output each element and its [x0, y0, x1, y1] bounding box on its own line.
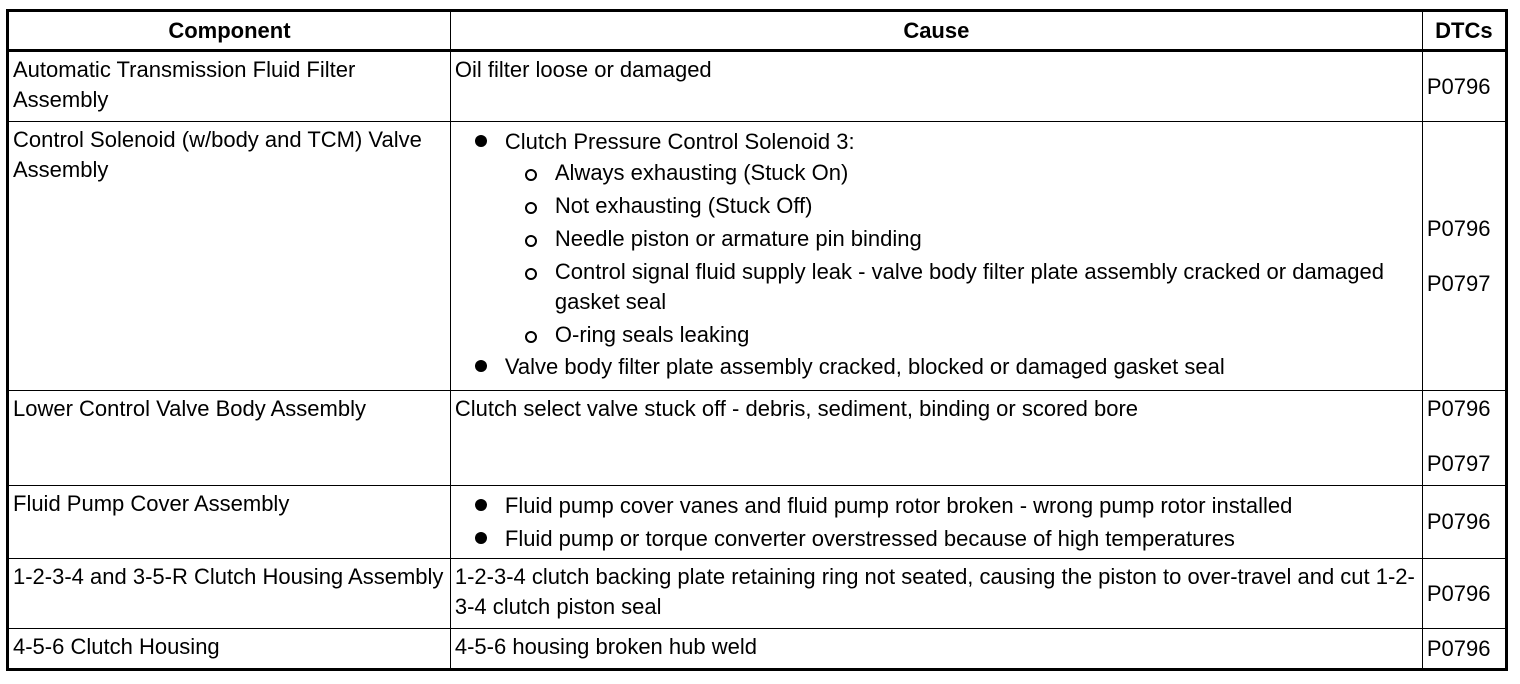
component-cell: Lower Control Valve Body Assembly [8, 391, 451, 486]
cause-item-text: Clutch Pressure Control Solenoid 3: [504, 129, 855, 154]
cause-item [471, 125, 1418, 350]
header-row [8, 11, 1507, 51]
table-row [8, 486, 1507, 559]
cause-cell: Oil filter loose or damaged [450, 51, 1422, 122]
dtc-cell [1422, 51, 1506, 122]
dtc-cell [1422, 391, 1506, 486]
cause-subitem-text: Needle piston or armature pin binding [554, 226, 922, 251]
dtc-code: P0796 [1426, 509, 1491, 534]
diagnostic-table [6, 9, 1508, 671]
table-row [8, 391, 1507, 486]
ring-bullet-icon [525, 331, 537, 343]
component-cell: 1-2-3-4 and 3-5-R Clutch Housing Assembly [8, 559, 451, 629]
cause-subitem-text: Not exhausting (Stuck Off) [554, 193, 813, 218]
cause-item [471, 522, 1418, 555]
cause-subitem-text: Always exhausting (Stuck On) [554, 160, 849, 185]
table-row [8, 629, 1507, 670]
cause-subitem [521, 191, 1418, 221]
dtc-code: P0796 [1426, 215, 1491, 241]
table-row [8, 51, 1507, 122]
dtc-cell [1422, 559, 1506, 629]
cause-sublist [505, 158, 1418, 350]
ring-bullet-icon [525, 235, 537, 247]
table-row [8, 122, 1507, 391]
cause-subitem-text: O-ring seals leaking [554, 322, 750, 347]
bullet-icon [475, 499, 487, 511]
cause-subitem-text: Control signal fluid supply leak - valve body filter plate assembly cracked or damaged gasket seal [554, 259, 1384, 314]
dtc-cell [1422, 486, 1506, 559]
component-cell: Control Solenoid (w/body and TCM) Valve Assembly [8, 122, 451, 391]
dtc-cell [1422, 122, 1506, 391]
cause-subitem [521, 320, 1418, 350]
cause-cell: 4-5-6 housing broken hub weld [450, 629, 1422, 670]
dtc-code: P0796 [1426, 396, 1491, 421]
dtc-code: P0797 [1426, 270, 1491, 296]
dtc-code: P0796 [1426, 73, 1491, 99]
cause-cell: Clutch select valve stuck off - debris, sediment, binding or scored bore [450, 391, 1422, 486]
dtc-code: P0797 [1426, 451, 1491, 476]
ring-bullet-icon [525, 268, 537, 280]
bullet-icon [475, 360, 487, 372]
component-cell: Fluid Pump Cover Assembly [8, 486, 451, 559]
bullet-icon [475, 135, 487, 147]
dtc-code: P0796 [1426, 635, 1491, 661]
dtc-cell [1422, 629, 1506, 670]
component-cell: 4-5-6 Clutch Housing [8, 629, 451, 670]
dtc-code: P0796 [1426, 580, 1491, 606]
cause-item-text: Fluid pump or torque converter overstressed because of high temperatures [504, 526, 1235, 551]
cause-item [471, 350, 1418, 383]
cause-item-text: Valve body filter plate assembly cracked, blocked or damaged gasket seal [504, 354, 1225, 379]
header-dtcs: DTCs [1422, 11, 1506, 51]
cause-list [455, 489, 1418, 555]
cause-item-text: Fluid pump cover vanes and fluid pump rotor broken - wrong pump rotor installed [504, 493, 1293, 518]
cause-subitem [521, 158, 1418, 188]
header-component: Component [8, 11, 451, 51]
cause-list [455, 125, 1418, 383]
diagnostic-table-container [6, 9, 1508, 671]
table-row [8, 559, 1507, 629]
header-cause: Cause [450, 11, 1422, 51]
bullet-icon [475, 532, 487, 544]
ring-bullet-icon [525, 169, 537, 181]
cause-cell [450, 486, 1422, 559]
cause-subitem [521, 257, 1418, 317]
cause-subitem [521, 224, 1418, 254]
cause-cell [450, 122, 1422, 391]
cause-cell: 1-2-3-4 clutch backing plate retaining ring not seated, causing the piston to over-travel and cut 1-2-3-4 clutch piston seal [450, 559, 1422, 629]
cause-item [471, 489, 1418, 522]
component-cell: Automatic Transmission Fluid Filter Assembly [8, 51, 451, 122]
ring-bullet-icon [525, 202, 537, 214]
